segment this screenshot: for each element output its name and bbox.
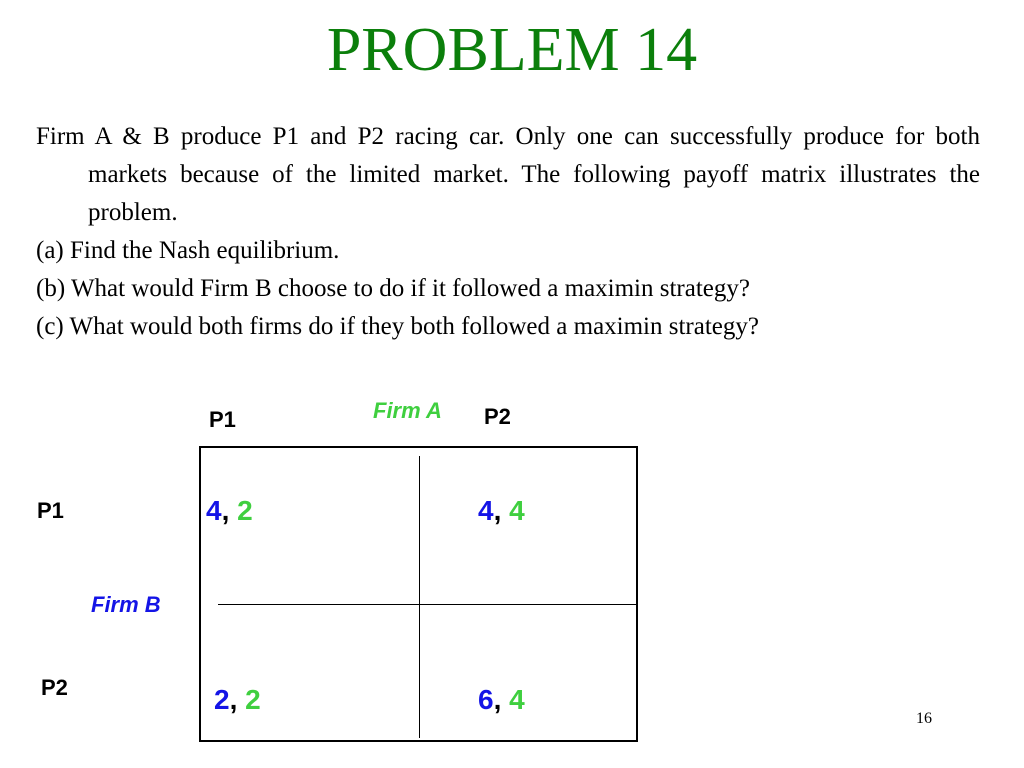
column-label-p1: P1: [209, 407, 236, 432]
problem-intro: Firm A & B produce P1 and P2 racing car. Only one can successfully produce for both markets because of the limited market. The following payoff matrix illustrates the problem.: [36, 123, 980, 226]
firm-a-payoff: 2: [237, 495, 253, 526]
cell-p2-p1: [214, 686, 261, 714]
column-label-p2: P2: [484, 404, 511, 429]
cell-p2-p2: [478, 686, 525, 714]
payoff-separator: ,: [221, 495, 230, 526]
cell-p1-p2: [478, 497, 525, 525]
cell-p1-p1: [206, 497, 253, 525]
firm-b-payoff: 6: [478, 684, 494, 715]
firm-b-payoff: 4: [478, 495, 494, 526]
row-label-p2: P2: [41, 675, 68, 700]
payoff-separator: ,: [493, 495, 502, 526]
firm-a-payoff: 2: [245, 684, 261, 715]
row-label-p1: P1: [37, 498, 64, 523]
firm-b-payoff: 2: [214, 684, 230, 715]
column-player-label: Firm A: [373, 398, 442, 423]
payoff-separator: ,: [493, 684, 502, 715]
problem-text: [36, 118, 980, 346]
firm-a-payoff: 4: [509, 684, 525, 715]
slide-title: PROBLEM 14: [326, 16, 698, 84]
question-b: (b) What would Firm B choose to do if it followed a maximin strategy?: [36, 275, 750, 302]
firm-b-payoff: 4: [206, 495, 222, 526]
question-a: (a) Find the Nash equilibrium.: [36, 237, 340, 264]
row-player-label: Firm B: [91, 592, 161, 617]
matrix-horizontal-divider: [218, 604, 636, 605]
payoff-separator: ,: [229, 684, 238, 715]
page-number: 16: [916, 710, 932, 727]
matrix-vertical-divider: [419, 456, 420, 738]
firm-a-payoff: 4: [509, 495, 525, 526]
question-c: (c) What would both firms do if they both followed a maximin strategy?: [36, 313, 759, 340]
